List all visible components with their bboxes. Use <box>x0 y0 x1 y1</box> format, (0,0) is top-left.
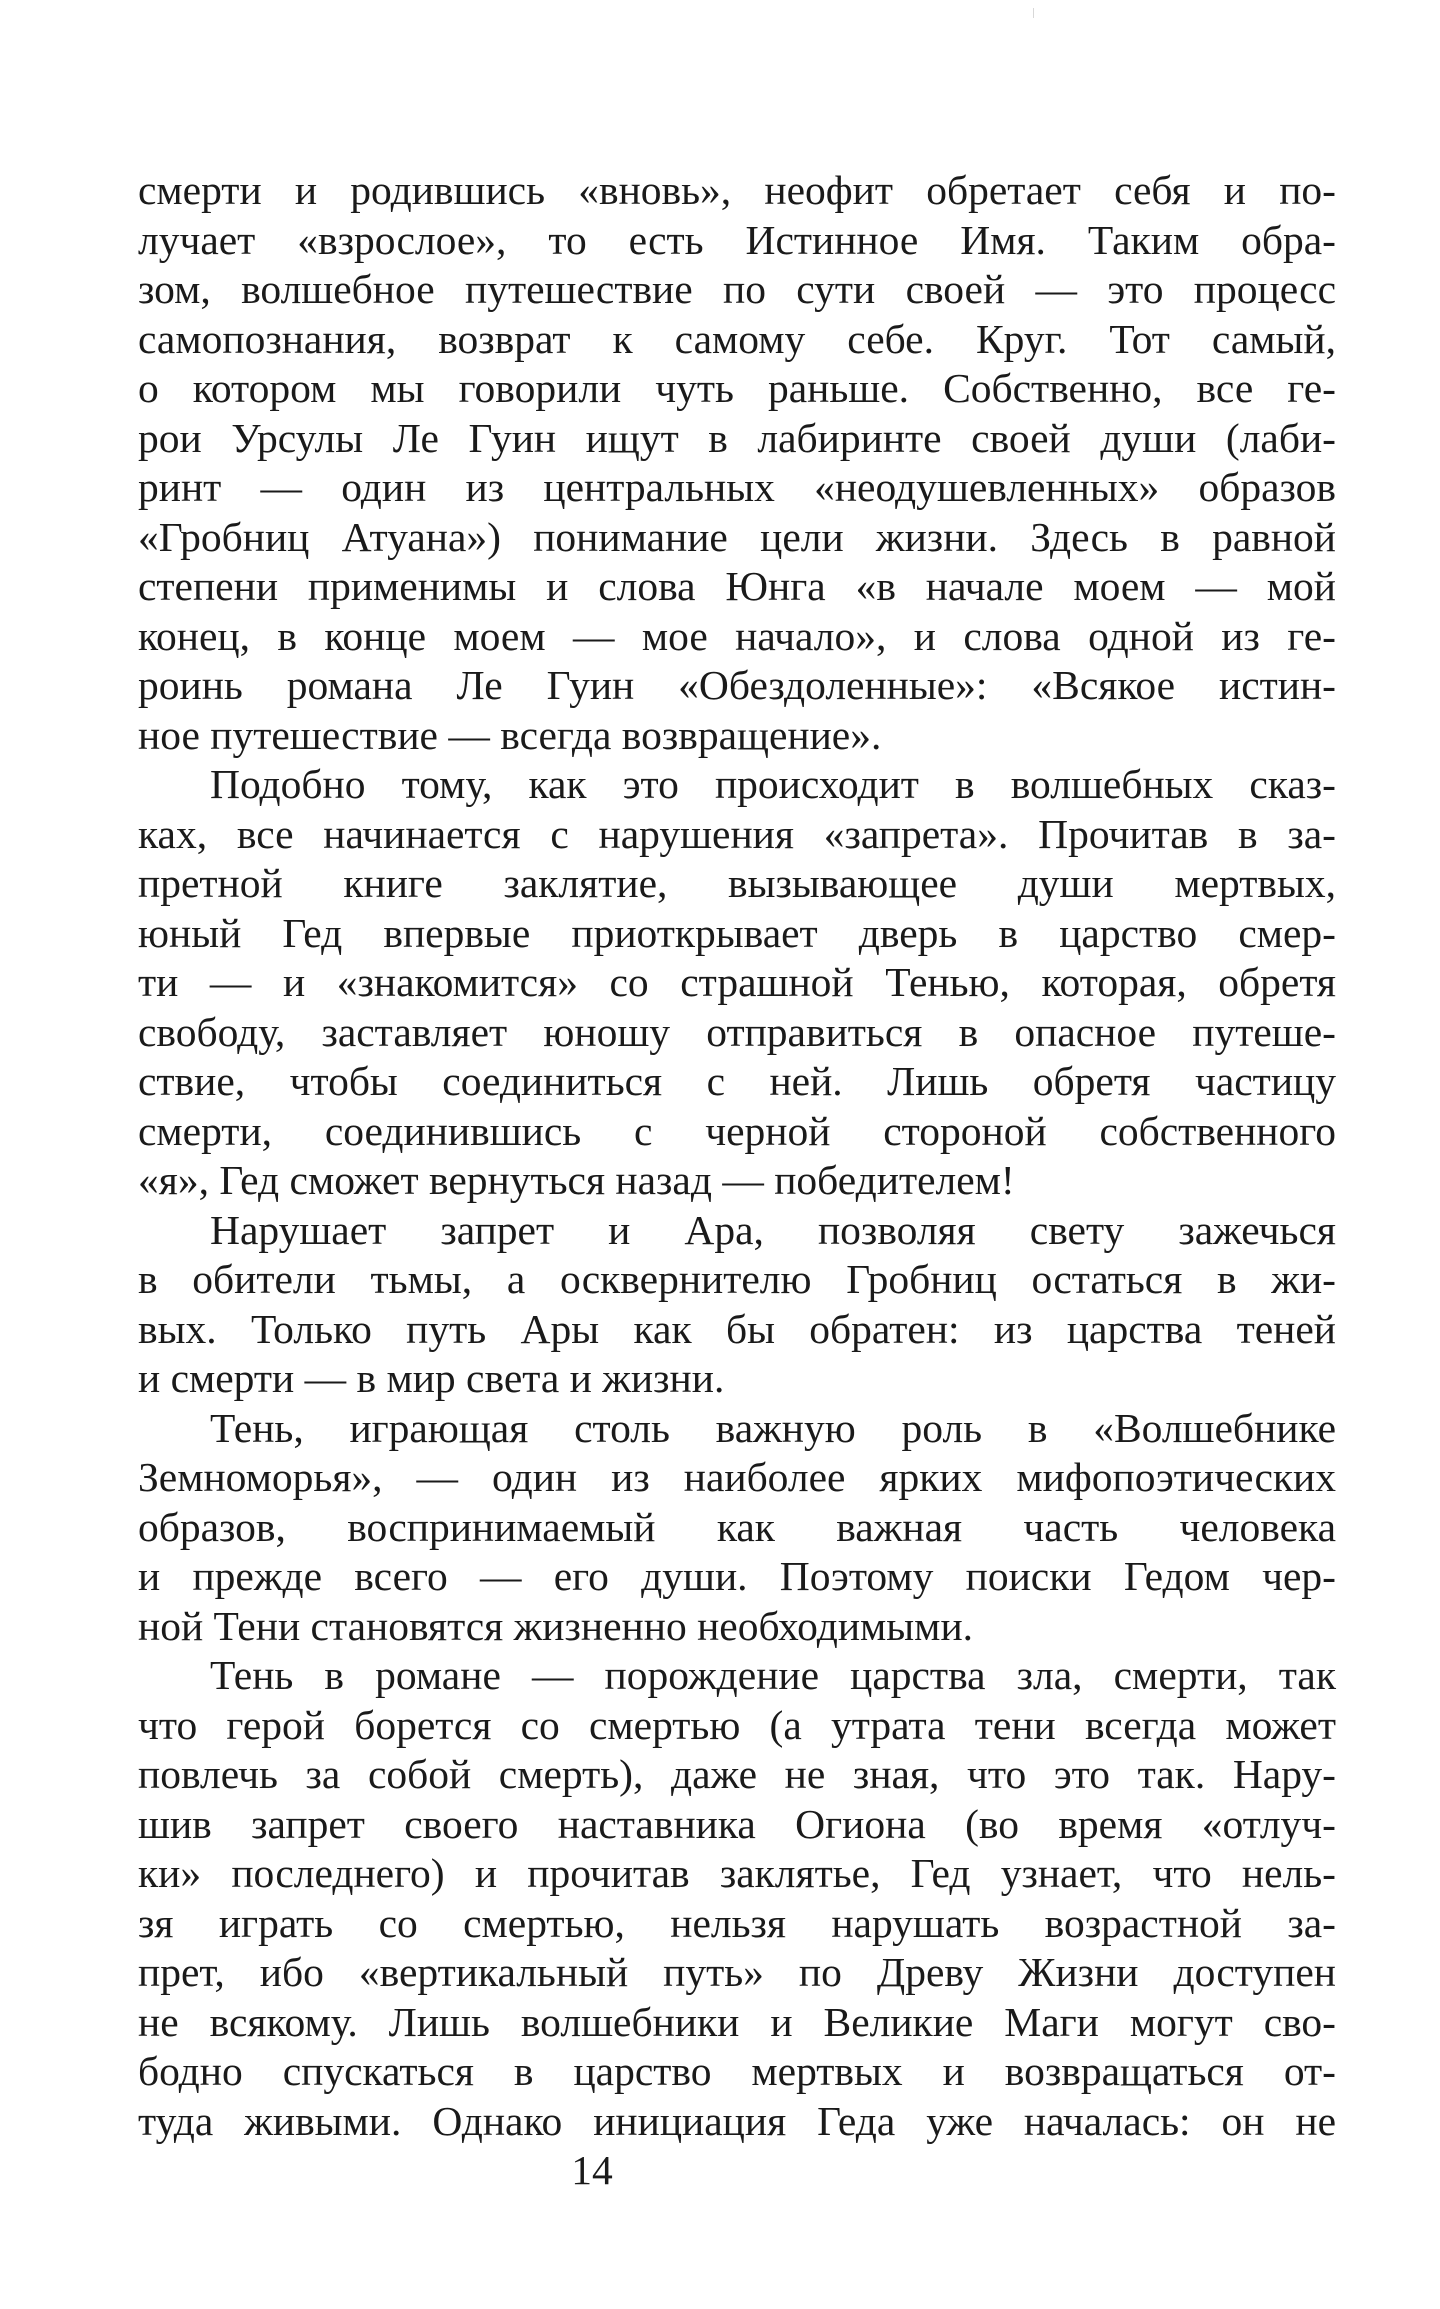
text-line: юный Гед впервые приоткрывает дверь в царство смер- <box>138 909 1336 956</box>
text-line: Подобно тому, как это происходит в волшебных сказ- <box>210 761 1336 807</box>
text-line: и смерти — в мир света и жизни. <box>138 1355 725 1401</box>
text-line: прет, ибо «вертикальный путь» по Древу Жизни доступен <box>138 1949 1336 1995</box>
text-line: образов, воспринимаемый как важная часть человека <box>138 1503 1336 1550</box>
text-line: туда живыми. Однако инициация Геда уже началась: он не <box>138 2097 1336 2144</box>
text-line: ринт — один из центральных «неодушевленных» образов <box>138 464 1336 510</box>
text-line: роинь романа Ле Гуин «Обездоленные»: «Всякое истин- <box>138 662 1336 708</box>
text-line: повлечь за собой смерть), даже не зная, что это так. Нару- <box>138 1751 1336 1797</box>
paragraph-3 <box>138 1206 1336 1404</box>
text-line: ках, все начинается с нарушения «запрета». Прочитав в за- <box>138 810 1336 857</box>
text-line: смерти и родившись «вновь», неофит обретает себя и по- <box>138 167 1336 213</box>
body-text <box>138 166 1336 2146</box>
text-line: и прежде всего — его души. Поэтому поиски Гедом чер- <box>138 1553 1336 1599</box>
paragraph-2 <box>138 760 1336 1206</box>
text-line: рои Урсулы Ле Гуин ищут в лабиринте своей души (лаби- <box>138 414 1336 461</box>
text-line: шив запрет своего наставника Огиона (во время «отлуч- <box>138 1800 1336 1847</box>
text-line: что герой борется со смертью (а утрата тени всегда может <box>138 1701 1336 1748</box>
paragraph-5 <box>138 1651 1336 2146</box>
text-line: ной Тени становятся жизненно необходимыми. <box>138 1602 974 1649</box>
page-number <box>0 2146 1440 2194</box>
text-line: конец, в конце моем — мое начало», и слова одной из ге- <box>138 612 1336 659</box>
text-line: ки» последнего) и прочитав заклятье, Гед узнает, что нель- <box>138 1850 1336 1896</box>
text-line: о котором мы говорили чуть раньше. Собственно, все ге- <box>138 365 1336 411</box>
text-line: лучает «взрослое», то есть Истинное Имя. Таким обра- <box>138 216 1336 263</box>
paragraph-4 <box>138 1404 1336 1652</box>
text-line: степени применимы и слова Юнга «в начале моем — мой <box>138 563 1336 609</box>
text-line: самопознания, возврат к самому себе. Круг. Тот самый, <box>138 315 1336 362</box>
text-line: вых. Только путь Ары как бы обратен: из царства теней <box>138 1305 1336 1352</box>
text-line: Тень в романе — порождение царства зла, смерти, так <box>210 1652 1336 1698</box>
text-line: не всякому. Лишь волшебники и Великие Маги могут сво- <box>138 1998 1336 2045</box>
text-line: Земноморья», — один из наиболее ярких мифопоэтических <box>138 1454 1336 1500</box>
text-line: смерти, соединившись с черной стороной собственного <box>138 1107 1336 1154</box>
text-line: зом, волшебное путешествие по сути своей — это процесс <box>138 266 1336 312</box>
text-line: зя играть со смертью, нельзя нарушать возрастной за- <box>138 1899 1336 1946</box>
text-line: «я», Гед сможет вернуться назад — победителем! <box>138 1157 1015 1203</box>
paragraph-1 <box>138 166 1336 760</box>
text-line: ствие, чтобы соединиться с ней. Лишь обретя частицу <box>138 1058 1336 1104</box>
text-line: Нарушает запрет и Ара, позволяя свету зажечься <box>210 1206 1336 1253</box>
text-line: в обители тьмы, а осквернителю Гробниц остаться в жи- <box>138 1256 1336 1302</box>
text-line: свободу, заставляет юношу отправиться в опасное путеше- <box>138 1008 1336 1055</box>
text-line: претной книге заклятие, вызывающее души мертвых, <box>138 860 1336 906</box>
text-line: ти — и «знакомится» со страшной Тенью, которая, обретя <box>138 959 1336 1005</box>
text-line: «Гробниц Атуана») понимание цели жизни. Здесь в равной <box>138 513 1336 560</box>
scan-mark <box>1033 8 1034 18</box>
text-line: Тень, играющая столь важную роль в «Волшебнике <box>210 1404 1336 1451</box>
text-line: ное путешествие — всегда возвращение». <box>138 711 882 758</box>
page-number-label: 14 <box>571 2147 613 2193</box>
text-line: бодно спускаться в царство мертвых и возвращаться от- <box>138 2048 1336 2094</box>
